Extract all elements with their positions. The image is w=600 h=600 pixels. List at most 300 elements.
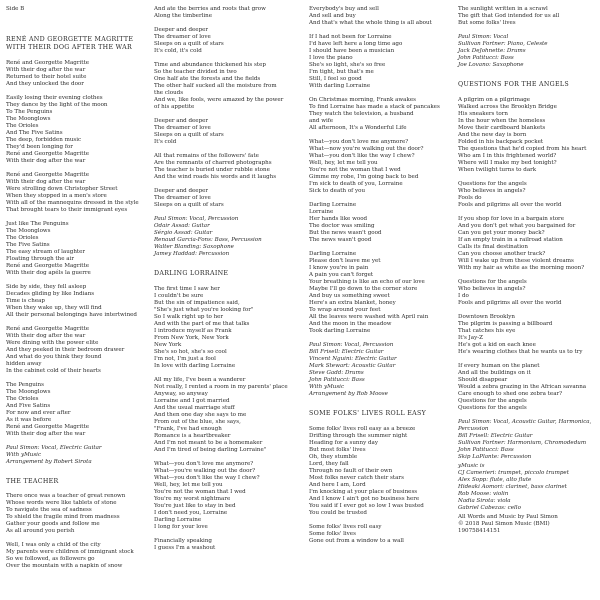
text-line: Took darling Lorraine — [309, 328, 371, 334]
text-line: The first time I saw her — [154, 285, 220, 292]
lyric-stanza — [309, 97, 445, 132]
text-line: You're my worst nightmare — [154, 495, 231, 502]
text-line: When they stopped in a men's store — [6, 192, 107, 199]
text-line: I do — [458, 292, 469, 299]
text-line: I introduce myself as Frank — [154, 327, 232, 334]
text-line: And they unlocked the door — [6, 80, 84, 87]
text-line: Time is cheap — [6, 297, 45, 304]
text-line: If every human on the planet — [458, 362, 540, 369]
text-line: The dreamer of love — [154, 125, 211, 131]
text-line: I'm sick to death of you, Lorraine — [309, 181, 403, 187]
text-line: Nadia Sirota: viola — [458, 497, 511, 504]
text-line: Some folks' lives — [309, 530, 356, 537]
text-line: Renaud Garcia-Fons: Bass, Percussion — [154, 237, 262, 243]
text-line: Decades gliding by like Indians — [6, 290, 95, 297]
text-line: Move their cardboard blankets — [458, 124, 546, 131]
text-line: The easy stream of laughter — [6, 248, 86, 255]
text-line: Folded in his backpack pocket — [458, 138, 544, 145]
text-line: With their dog apéls la guerre — [6, 269, 91, 276]
text-line: Who believes in angels? — [458, 187, 526, 194]
text-line: What—now you're walking out the door? — [309, 146, 424, 152]
text-line: So I walk right up to her — [154, 313, 224, 320]
text-line: His sneakers torn — [458, 110, 508, 117]
text-line: And I'm tired of being darling Lorraine" — [154, 446, 267, 453]
text-line: You're just like to stay in bed — [154, 502, 236, 509]
text-line: Her hands like wood — [309, 216, 368, 222]
text-line: What—you don't love me anymore? — [154, 460, 254, 467]
text-line: And they peeked in their bedroom drawer — [6, 346, 125, 353]
text-line: The pilgrim is passing a billboard — [458, 320, 553, 327]
copyright-block — [458, 514, 594, 535]
column-2 — [154, 6, 290, 559]
text-line: Anyway, so anyway — [154, 390, 208, 397]
text-line: Sullivan Fortner: Harmonium, Chromodedum — [458, 439, 587, 446]
text-line: René and Georgette Magritte — [6, 150, 90, 157]
text-line: From New York, New York — [154, 334, 229, 341]
text-line: I'm tight, but that's me — [309, 69, 374, 75]
text-line: CJ Camerieri: trumpet, piccolo trumpet — [458, 469, 569, 476]
text-line: The Five Satins — [6, 241, 50, 248]
text-line: And what do you think they found — [6, 353, 102, 360]
text-line: I'd have left here a long time ago — [309, 41, 403, 47]
text-line: With yMusic — [6, 451, 42, 458]
text-line: To shield the fragile mind from madness — [6, 514, 120, 521]
text-line: When twilight turns to dark — [458, 166, 537, 173]
text-line: yMusic is — [458, 462, 485, 469]
text-line: Bill Frisell: Electric Guitar — [309, 349, 384, 355]
text-line: Where will I make my bed tonight? — [458, 159, 557, 166]
text-line: The doctor was smiling — [309, 223, 375, 229]
text-line: Were strolling down Christopher Street — [6, 185, 118, 192]
lyric-stanza — [309, 34, 445, 90]
column-4-blocks — [458, 6, 594, 535]
text-line: With their dog after the war — [6, 66, 86, 73]
text-line: Paul Simon: Vocal, Acoustic Guitar, Harmonica, — [458, 418, 592, 425]
text-line: Some folks' lives roll easy as a breeze — [309, 425, 416, 432]
text-line: "Frank, I've had enough — [154, 425, 222, 432]
text-line: The news wasn't good — [309, 237, 372, 243]
text-line: As all around you perish — [6, 528, 75, 535]
text-line: To wrap around your feet — [309, 307, 381, 313]
text-line: Some folks' lives roll easy — [309, 523, 382, 530]
text-line: I don't need you, Lorraine — [154, 509, 228, 516]
text-line: René and Georgette Magritte — [6, 59, 90, 66]
text-line: All afternoon, It's a Wonderful Life — [309, 125, 407, 131]
lyric-stanza — [154, 118, 290, 146]
lyric-stanza — [458, 97, 594, 174]
text-line: Here's an extra blanket, honey — [309, 300, 396, 306]
text-line: Just like The Penguins — [6, 220, 69, 227]
text-line: Lord, they fall — [309, 460, 349, 467]
text-line: The deep, forbidden music — [6, 136, 82, 143]
text-line: Rob Moose: violin — [458, 490, 509, 497]
text-line: Who am I in this frightened world? — [458, 152, 557, 159]
lyric-stanza — [309, 251, 445, 335]
lyric-stanza — [6, 221, 142, 277]
text-line: I long for your love — [154, 523, 208, 530]
text-line: To navigate the sea of sadness — [6, 507, 92, 514]
lyric-stanza — [154, 27, 290, 55]
text-line: Jamey Haddad: Percussion — [154, 251, 230, 257]
text-line: I know you're in pain — [309, 265, 369, 271]
text-line: Maybe I'll go down to the corner store — [309, 286, 418, 292]
song-title: SOME FOLKS' LIVES ROLL EASY — [309, 410, 427, 417]
text-line: Who believes in angels? — [458, 285, 526, 292]
lyric-stanza — [309, 202, 445, 244]
text-line: The teacher is buried under rubble stone — [154, 167, 270, 173]
lyric-stanza — [6, 326, 142, 375]
lyric-stanza — [154, 377, 290, 454]
text-line: It's cold, it's cold — [154, 48, 202, 54]
text-line: Mark Stewart: Acoustic Guitar — [309, 363, 396, 369]
text-line: Financially speaking — [154, 537, 212, 544]
text-line: Time and abundance thickened his step — [154, 62, 266, 68]
text-line: And here I am, Lord — [309, 481, 366, 488]
text-line: The Orioles — [6, 395, 39, 402]
text-line: You're not the woman that I wed — [309, 167, 401, 173]
text-line: Are the remnants of charred photographs — [154, 160, 272, 166]
text-line: They'd been longing for — [6, 143, 73, 150]
text-line: The dreamer of love — [154, 195, 211, 201]
text-line: Over the mountain with a napkin of snow — [6, 563, 123, 570]
text-line: He's wearing clothes that he wants us to try — [458, 348, 583, 355]
text-line: They watch the television, a husband — [309, 111, 414, 117]
lyric-stanza — [154, 6, 290, 20]
credits-block — [458, 419, 594, 461]
text-line: Arrangement by Robert Sirota — [6, 458, 92, 465]
text-line: With their dog after the war — [6, 332, 86, 339]
text-line: Sleeps on a quilt of stars — [154, 202, 224, 208]
text-line: And the usual marriage stuff — [154, 404, 235, 411]
text-line: And ate the berries and roots that grow — [154, 6, 266, 12]
text-line: All that remains of the followers' fate — [154, 153, 259, 159]
text-line: Still, I feel so good — [309, 76, 362, 82]
text-line: I love the piano — [309, 55, 353, 61]
text-line: hidden away — [6, 360, 42, 367]
text-line: and wife — [309, 118, 334, 124]
text-line: Percussion — [458, 425, 489, 432]
text-line: Joe Lovano: Saxophone — [458, 62, 524, 68]
text-line: It's cold — [154, 139, 177, 145]
text-line: of his appetite — [154, 104, 195, 110]
column-3 — [309, 6, 445, 552]
text-line: Well, hey, let me tell you — [309, 160, 378, 166]
text-line: Well, hey, let me tell you — [154, 481, 223, 488]
text-line: And then one day she says to me — [154, 411, 247, 418]
text-line: Lorraine and I got married — [154, 397, 230, 404]
text-line: You're not the woman that I wed — [154, 488, 246, 495]
text-line: But some folks' lives — [458, 20, 516, 26]
text-line: Deeper and deeper — [154, 118, 209, 124]
text-line: New York — [154, 341, 182, 348]
lyric-stanza — [458, 363, 594, 412]
lyric-stanza — [309, 426, 445, 517]
credits-block — [309, 342, 445, 398]
text-line: There once was a teacher of great renown — [6, 493, 126, 500]
text-line: Side by side, they fell asleep — [6, 283, 87, 290]
text-line: Gimme my robe, I'm going back to bed — [309, 174, 419, 180]
text-line: The questions that he'd copied from his heart — [458, 145, 587, 152]
text-line: Jack DeJohnette: Drums — [458, 48, 526, 54]
text-line: The dreamer of love — [154, 34, 211, 40]
text-line: Whose words were like tablets of stone — [6, 500, 117, 507]
text-line: As it was before — [6, 416, 52, 423]
text-line: Darling Lorraine — [309, 202, 357, 208]
text-line: What—you don't like the way I chew? — [154, 474, 260, 481]
text-line: © 2018 Paul Simon Music (BMI) — [458, 520, 550, 527]
text-line: Easily losing their evening clothes — [6, 94, 103, 101]
text-line: If an empty train in a railroad station — [458, 236, 563, 243]
lyric-stanza — [6, 284, 142, 319]
text-line: But most folks' lives — [309, 446, 366, 453]
text-line: Sleeps on a quilt of stars — [154, 132, 224, 138]
text-line: He's got a kid on each knee — [458, 341, 536, 348]
text-line: Paul Simon: Vocal, Electric Guitar — [6, 444, 102, 451]
text-line: Gabriel Cabezas: cello — [458, 504, 521, 511]
text-line: Sullivan Fortner: Piano, Celeste — [458, 41, 548, 47]
text-line: All my life, I've been a wanderer — [154, 376, 246, 383]
text-line: The gift that God intended for us all — [458, 13, 560, 19]
text-line: John Patitucci: Bass — [458, 55, 514, 61]
lyric-stanza — [6, 542, 142, 570]
text-line: So the teacher divided in two — [154, 69, 237, 75]
text-line: Along the timberline — [154, 13, 213, 19]
text-line: In the hour when the homeless — [458, 117, 546, 124]
text-line: And the moon in the meadow — [309, 321, 392, 327]
text-line: Walked across the Brooklyn Bridge — [458, 103, 557, 110]
text-line: The Moonglows — [6, 227, 51, 234]
lyric-stanza — [154, 538, 290, 552]
text-line: That catches his eye — [458, 327, 516, 334]
text-line: Vincent Nguini: Electric Guitar — [309, 356, 397, 362]
text-line: To find Lorraine has made a stack of pancakes — [309, 104, 440, 110]
text-line: All the leaves were washed with April rain — [309, 314, 429, 320]
text-line: The Moonglows — [6, 388, 51, 395]
lyric-stanza — [458, 181, 594, 209]
text-line: René and Georgette Magritte — [6, 423, 90, 430]
text-line: Can you choose another track? — [458, 250, 546, 257]
text-line: Questions for the angels — [458, 180, 527, 187]
text-line: All Words and Music by Paul Simon — [458, 513, 558, 520]
text-line: The other half sucked all the moisture from — [154, 83, 277, 89]
text-line: What—you don't like the way I chew? — [309, 153, 415, 159]
text-line: Gone out from a window to a wall — [309, 537, 404, 544]
column-3-blocks — [309, 6, 445, 545]
text-line: Returned to their hotel suite — [6, 73, 87, 80]
lyric-stanza — [458, 6, 594, 27]
text-line: Walter Blanding: Saxophone — [154, 244, 234, 250]
text-line: Most folks never catch their stars — [309, 474, 404, 481]
text-line: I couldn't be sure — [154, 292, 204, 299]
text-line: With their dog after the war — [6, 157, 86, 164]
lyric-stanza — [154, 286, 290, 370]
text-line: Calls its final destination — [458, 243, 528, 250]
text-line: And Five Satins — [6, 402, 51, 409]
text-line: And The Five Satins — [6, 129, 63, 136]
text-line: If you shop for love in a bargain store — [458, 215, 564, 222]
lyric-stanza — [154, 188, 290, 209]
text-line: The Penguins — [6, 381, 44, 388]
text-line: Questions for the angels — [458, 397, 527, 404]
text-line: Alex Sopp: flute, alto flute — [458, 476, 532, 483]
text-line: The Orioles — [6, 234, 39, 241]
text-line: With their dog after the war — [6, 178, 86, 185]
text-line: She's so light, she's so free — [309, 62, 386, 68]
text-line: And buy us something sweet — [309, 293, 390, 299]
side-label: Side B — [6, 6, 25, 12]
lyric-stanza — [309, 524, 445, 545]
text-line: What—you're walking out the door? — [154, 467, 256, 474]
text-line: Sick to death of you — [309, 188, 366, 194]
text-line: With yMusic — [309, 384, 345, 390]
text-line: I'm not, I'm just a fool — [154, 355, 216, 362]
text-line: Fools do — [458, 194, 482, 201]
text-line: John Patitucci: Bass — [309, 377, 365, 383]
text-line: Darling Lorraine — [309, 251, 357, 257]
text-line: When they wake up, they will find — [6, 304, 102, 311]
text-line: 190758414151 — [458, 527, 501, 534]
text-line: Gather your goods and follow me — [6, 521, 100, 528]
lyric-stanza — [458, 314, 594, 356]
text-line: Your breathing is like an echo of our love — [309, 279, 425, 285]
lyric-stanza — [458, 216, 594, 272]
text-line: A pain you can't forget — [309, 272, 374, 278]
text-line: René and Georgette Magritte — [6, 325, 90, 332]
text-line: And the new day is born — [458, 131, 527, 138]
text-line: I'm knocking at your place of business — [309, 488, 418, 495]
column-2-blocks — [154, 6, 290, 552]
text-line: Sleeps on a quilt of stars — [154, 41, 224, 47]
text-line: If I had not been for Lorraine — [309, 34, 392, 40]
column-1 — [6, 6, 142, 577]
credits-block — [154, 216, 290, 258]
text-line: With darling Lorraine — [309, 83, 371, 89]
lyric-stanza — [6, 493, 142, 535]
text-line: Questions for the angels — [458, 404, 527, 411]
text-line: It's Jay-Z — [458, 334, 483, 341]
text-line: And we, like fools, were amazed by the power — [154, 97, 284, 103]
text-line: And sell and buy — [309, 13, 356, 19]
text-line: And I'm not meant to be a homemaker — [154, 439, 263, 446]
text-line: John Patitucci: Bass — [458, 446, 514, 453]
text-line: Please don't leave me yet — [309, 258, 381, 264]
text-line: Should disappear — [458, 376, 508, 383]
text-line: Floating through the air — [6, 255, 74, 262]
text-line: Drifting through the summer night — [309, 432, 408, 439]
text-line: Romance is a heartbreaker — [154, 432, 231, 439]
text-line: A pilgrim on a pilgrimage — [458, 96, 531, 103]
text-line: Care enough to shed one zebra tear? — [458, 390, 563, 397]
text-line: Paul Simon: Vocal, Percussion — [154, 216, 239, 222]
lyric-stanza — [6, 382, 142, 438]
text-line: Skip LaPlante: Percussion — [458, 453, 532, 460]
song-title: QUESTIONS FOR THE ANGELS — [458, 81, 569, 88]
text-line: Hideaki Aomori: clarinet, bass clarinet — [458, 483, 567, 490]
text-line: Heading for a sunny day — [309, 439, 378, 446]
column-1-blocks — [6, 36, 142, 570]
text-line: You could be trusted — [309, 509, 367, 516]
text-line: Deeper and deeper — [154, 188, 209, 194]
text-line: But the sin of impatience said, — [154, 299, 240, 306]
text-line: And I know I ain't got no business here — [309, 495, 420, 502]
text-line: Were dining with the power elite — [6, 339, 99, 346]
text-line: Sérgio Assad: Guitar — [154, 230, 213, 236]
song-title: THE TEACHER — [6, 477, 59, 485]
lyric-stanza — [154, 461, 290, 531]
credits-block — [458, 34, 594, 69]
text-line: With their dog after the war — [6, 430, 86, 437]
text-line: With all of the mannequins dressed in the style — [6, 199, 139, 206]
lyric-stanza — [154, 62, 290, 111]
text-line: Bill Frisell: Electric Guitar — [458, 432, 533, 439]
text-line: For now and ever after — [6, 409, 71, 416]
text-line: From out of the blue, she says, — [154, 418, 241, 425]
text-line: Well, I was only a child of the city — [6, 542, 101, 549]
text-line: And all the buildings on it — [458, 369, 531, 376]
text-line: Questions for the angels — [458, 278, 527, 285]
text-line: "She's just what you're looking for" — [154, 306, 254, 313]
song-title: DARLING LORRAINE — [154, 270, 229, 277]
text-line: Oh, they stumble — [309, 453, 358, 460]
text-line: The Orioles — [6, 122, 39, 129]
lyric-stanza — [458, 279, 594, 307]
text-line: My parents were children of immigrant stock — [6, 549, 134, 556]
text-line: What—you don't love me anymore? — [309, 139, 409, 145]
text-line: Paul Simon: Vocal — [458, 34, 509, 40]
lyric-stanza — [309, 6, 445, 27]
text-line: Fools and pilgrims all over the world — [458, 299, 562, 306]
text-line: Steve Gadd: Drums — [309, 370, 364, 376]
text-line: the clouds — [154, 90, 184, 96]
credits-block — [6, 445, 142, 466]
text-line: With my hair as white as the morning moon? — [458, 264, 585, 271]
text-line: Through no fault of their own — [309, 467, 393, 474]
text-line: Darling Lorraine — [154, 516, 202, 523]
text-line: I guess I'm a washout — [154, 544, 216, 551]
lyric-stanza — [6, 60, 142, 88]
text-line: The sunlight written in a scrawl — [458, 6, 548, 12]
lyric-stanza — [6, 172, 142, 214]
text-line: All their personal belongings have intertwined — [6, 311, 137, 318]
text-line: Fools and pilgrims all over the world — [458, 201, 562, 208]
text-line: Downtown Brooklyn — [458, 313, 516, 320]
text-line: To The Penguins — [6, 108, 53, 115]
text-line: And the wind roads his words and it laughs — [154, 174, 277, 180]
text-line: Paul Simon: Vocal, Percussion — [309, 342, 394, 348]
text-line: They dance by the light of the moon — [6, 101, 108, 108]
text-line: The Moonglows — [6, 115, 51, 122]
text-line: René and Georgette Magritte — [6, 171, 90, 178]
text-line: One half ate the forests and the fields — [154, 76, 261, 82]
text-line: In love with darling Lorraine — [154, 362, 236, 369]
text-line: Will I wake up from these violent dreams — [458, 257, 574, 264]
credits-block — [458, 463, 594, 512]
text-line: And that's what the whole thing is all about — [309, 20, 432, 26]
text-line: That brought tears to their immigrant eyes — [6, 206, 128, 213]
text-line: Everybody's buy and sell — [309, 6, 379, 12]
text-line: René and Georgette Magritte — [6, 262, 90, 269]
song-title: RENÉ AND GEORGETTE MAGRITTE WITH THEIR DOG AFTER THE WAR — [6, 36, 134, 51]
text-line: Can you get your money back? — [458, 229, 545, 236]
text-line: Odair Assad: Guitar — [154, 223, 210, 229]
text-line: Arrangement by Rob Moose — [309, 391, 388, 397]
lyric-stanza — [309, 139, 445, 195]
column-4 — [458, 6, 594, 537]
text-line: You said if I ever got so low I was busted — [309, 502, 424, 509]
text-line: And you don't get what you bargained for — [458, 222, 576, 229]
text-line: She's so hot, she's so cool — [154, 348, 227, 355]
text-line: Not really, I rented a room in my parents' place — [154, 383, 288, 390]
